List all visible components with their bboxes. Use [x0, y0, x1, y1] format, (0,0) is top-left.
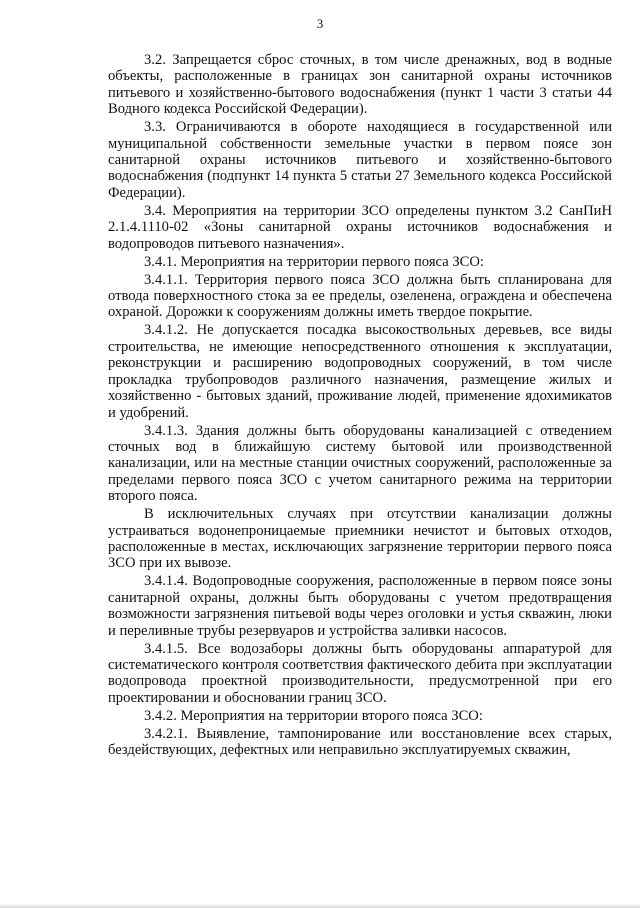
- paragraph-3-4-1-4: 3.4.1.4. Водопроводные сооружения, расположенные в первом поясе зоны санитарной охраны, должны быть оборудованы с учетом предотвращения возможности загрязнения питьевой воды через оголовки и устья скважин, люки и переливные трубы резервуаров и устройства заливки насосов.: [108, 573, 612, 639]
- paragraph-3-4-2-1: 3.4.2.1. Выявление, тампонирование или восстановление всех старых, бездействующих, дефектных или неправильно эксплуатируемых скважин,: [108, 725, 612, 759]
- paragraph-3-3: 3.3. Ограничиваются в обороте находящиеся в государственной или муниципальной собственности земельные участки в первом поясе зон санитарной охраны источников питьевого и хозяйственно-бытового водоснабжения (подпункт 14 пункта 5 статьи 27 Земельного кодекса Российской Федерации).: [108, 119, 612, 201]
- page-number: 3: [316, 16, 324, 31]
- paragraph-3-4-1-3: 3.4.1.3. Здания должны быть оборудованы канализацией с отведением сточных вод в ближайшую систему бытовой или производственной канализации, или на местные станции очистных сооружений, расположенные за пределами первого пояса ЗСО с учетом санитарного режима на территории второго пояса.: [108, 422, 612, 505]
- document-body: [108, 52, 612, 760]
- paragraph-3-4-1: 3.4.1. Мероприятия на территории первого пояса ЗСО:: [144, 253, 484, 270]
- paragraph-3-2: 3.2. Запрещается сброс сточных, в том числе дренажных, вод в водные объекты, расположенные в границах зон санитарной охраны источников питьевого и хозяйственно-бытового водоснабжения (пункт 1 части 3 статьи 44 Водного кодекса Российской Федерации).: [108, 52, 612, 118]
- paragraph-3-4-1-1: 3.4.1.1. Территория первого пояса ЗСО должна быть спланирована для отвода поверхностного стока за ее пределы, озеленена, ограждена и обеспечена охраной. Дорожки к сооружениям должны иметь твердое покрытие.: [108, 271, 612, 321]
- paragraph-exceptional-cases: В исключительных случаях при отсутствии канализации должны устраиваться водонепроницаемые приемники нечистот и бытовых отходов, расположенные в местах, исключающих загрязнение территории первого пояса ЗСО при их вывозе.: [108, 506, 612, 572]
- paragraph-3-4: 3.4. Мероприятия на территории ЗСО определены пунктом 3.2 СанПиН 2.1.4.1110-02 «Зоны санитарной охраны источников водоснабжения и водопроводов питьевого назначения».: [108, 202, 612, 252]
- paragraph-3-4-2: 3.4.2. Мероприятия на территории второго пояса ЗСО:: [144, 707, 483, 724]
- page-bottom-edge: [0, 904, 640, 908]
- paragraph-3-4-1-5: 3.4.1.5. Все водозаборы должны быть оборудованы аппаратурой для систематического контроля соответствия фактического дебита при эксплуатации водопровода проектной производительности, предусмотренной при его проектировании и обосновании границ ЗСО.: [108, 640, 612, 706]
- paragraph-3-4-1-2: 3.4.1.2. Не допускается посадка высокоствольных деревьев, все виды строительства, не имеющие непосредственного отношения к эксплуатации, реконструкции и расширению водопроводных сооружений, в том числе прокладка трубопроводов различного назначения, размещение жилых и хозяйственно - бытовых зданий, проживание людей, применение ядохимикатов и удобрений.: [108, 322, 612, 421]
